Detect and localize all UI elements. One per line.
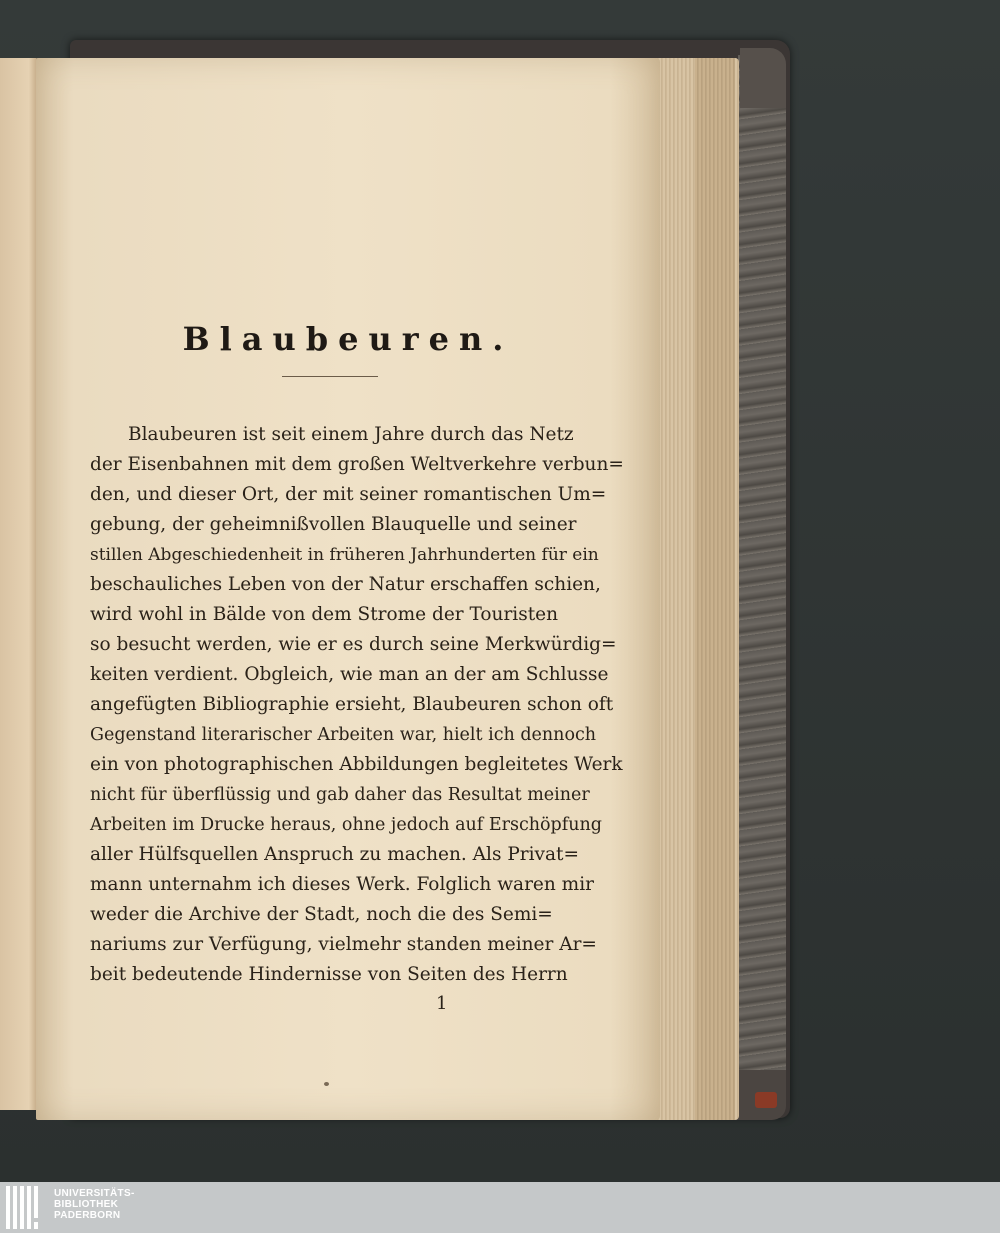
text-line: so besucht werden, wie er es durch seine Merkwürdig=: [90, 634, 617, 655]
text-line: keiten verdient. Obgleich, wie man an der am Schlusse: [90, 664, 609, 685]
logo-line: PADERBORN: [54, 1210, 121, 1221]
text-line: beit bedeutende Hindernisse von Seiten des Herrn: [90, 964, 568, 985]
text-line: der Eisenbahnen mit dem großen Weltverkehre verbun=: [90, 454, 624, 475]
text-line: aller Hülfsquellen Anspruch zu machen. Als Privat=: [90, 844, 579, 865]
logo-line: BIBLIOTHEK: [54, 1199, 119, 1210]
text-line: beschauliches Leben von der Natur erschaffen schien,: [90, 574, 601, 595]
bookmark-tab: [755, 1092, 777, 1108]
library-footer: [0, 1182, 1000, 1233]
body-text: [90, 420, 624, 990]
text-line: nariums zur Verfügung, vielmehr standen meiner Ar=: [90, 934, 597, 955]
text-line: ein von photographischen Abbildungen begleitetes Werk: [90, 754, 623, 775]
text-line: stillen Abgeschiedenheit in früheren Jahrhunderten für ein: [90, 545, 599, 565]
paper-speck: [324, 1082, 329, 1086]
text-line: gebung, der geheimnißvollen Blauquelle und seiner: [90, 514, 577, 535]
text-line: mann unternahm ich dieses Werk. Folglich waren mir: [90, 874, 594, 895]
text-line: den, und dieser Ort, der mit seiner romantischen Um=: [90, 484, 607, 505]
title-rule: [282, 376, 378, 377]
text-line: Blaubeuren ist seit einem Jahre durch das Netz: [128, 424, 574, 445]
cover-corner-top: [740, 48, 786, 108]
text-line: nicht für überflüssig und gab daher das Resultat meiner: [90, 785, 590, 805]
book-spine: [738, 55, 786, 1105]
library-logo-text: [54, 1188, 135, 1221]
logo-line: UNIVERSITÄTS-: [54, 1188, 135, 1199]
text-line: weder die Archive der Stadt, noch die des Semi=: [90, 904, 553, 925]
text-line: angefügten Bibliographie ersieht, Blaubeuren schon oft: [90, 694, 614, 715]
page-edges: [655, 58, 739, 1120]
text-line: Arbeiten im Drucke heraus, ohne jedoch auf Erschöpfung: [90, 815, 602, 835]
left-page-edge: [0, 58, 37, 1110]
book-page: [36, 58, 660, 1120]
text-line: wird wohl in Bälde von dem Strome der Touristen: [90, 604, 559, 625]
chapter-title: Blaubeuren.: [182, 320, 514, 358]
library-logo-icon: [6, 1186, 46, 1229]
page-number: 1: [436, 993, 448, 1014]
text-line: Gegenstand literarischer Arbeiten war, hielt ich dennoch: [90, 725, 597, 745]
